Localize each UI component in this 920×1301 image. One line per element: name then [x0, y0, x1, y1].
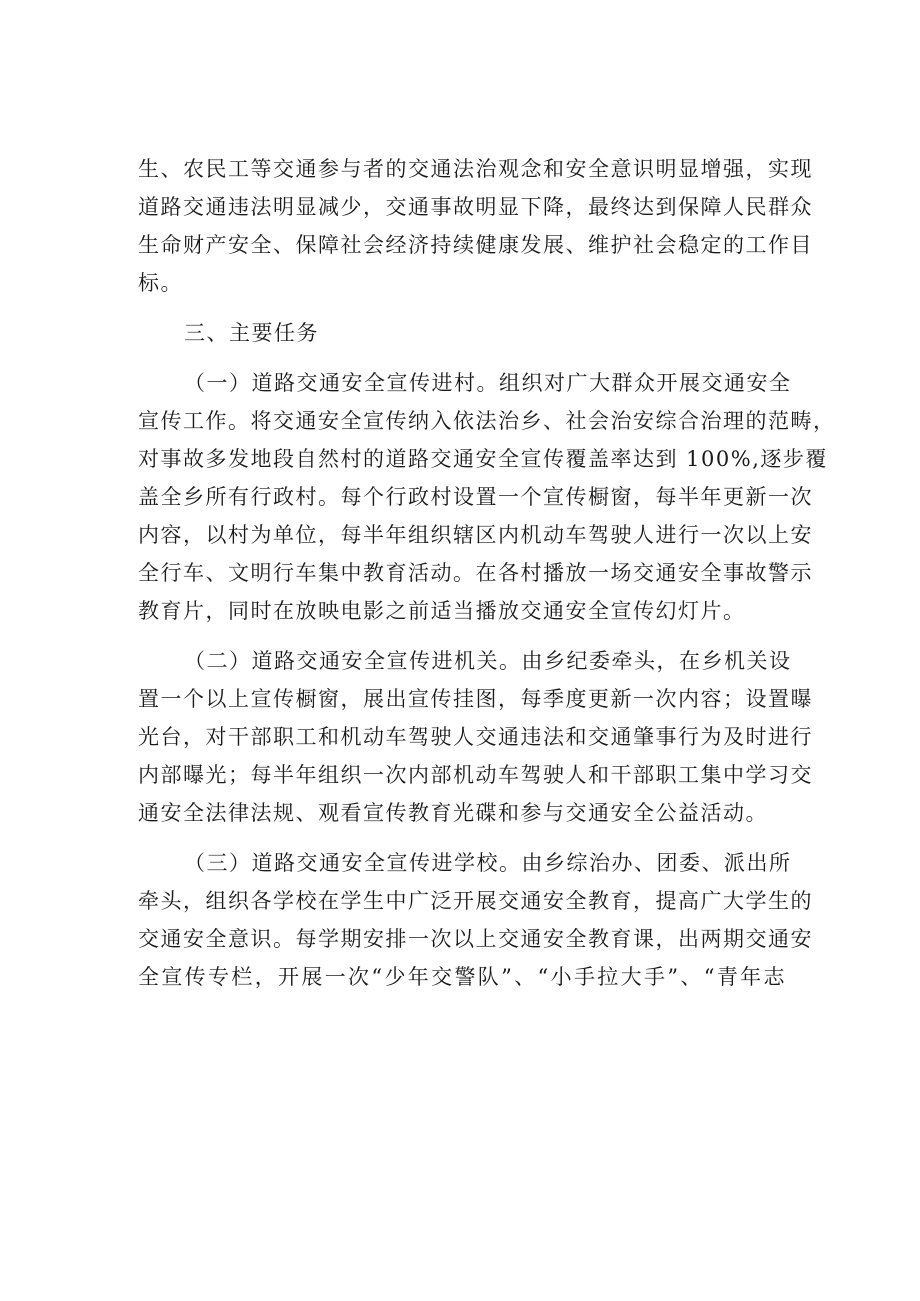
- text-line: 内容，以村为单位，每半年组织辖区内机动车驾驶人进行一次以上安: [138, 523, 813, 547]
- text-line: 对事故多发地段自然村的道路交通安全宣传覆盖率达到 100%,逐步覆: [138, 447, 828, 471]
- text-line: 置一个以上宣传橱窗，展出宣传挂图，每季度更新一次内容；设置曝: [138, 687, 813, 711]
- paragraph-task-schools: [138, 844, 813, 996]
- text-line: 宣传工作。将交通安全宣传纳入依法治乡、社会治安综合治理的范畴，: [138, 409, 836, 433]
- text-line: 教育片，同时在放映电影之前适当播放交通安全宣传幻灯片。: [138, 599, 746, 623]
- section-heading: 三、主要任务: [184, 321, 319, 345]
- text-line: 全宣传专栏，开展一次“少年交警队”、“小手拉大手”、“青年志: [138, 965, 786, 989]
- text-line: 生、农民工等交通参与者的交通法治观念和安全意识明显增强，实现: [138, 157, 813, 181]
- text-line: （一）道路交通安全宣传进村。组织对广大群众开展交通安全: [184, 371, 792, 395]
- text-line: 盖全乡所有行政村。每个行政村设置一个宣传橱窗，每半年更新一次: [138, 485, 813, 509]
- paragraph-goal-continuation: [138, 150, 813, 302]
- paragraph-task-agencies: [138, 642, 813, 832]
- paragraph-task-villages: [138, 364, 836, 630]
- text-line: （三）道路交通安全宣传进学校。由乡综治办、团委、派出所: [184, 851, 792, 875]
- text-line: 全行车、文明行车集中教育活动。在各村播放一场交通安全事故警示: [138, 561, 813, 585]
- text-line: （二）道路交通安全宣传进机关。由乡纪委牵头，在乡机关设: [184, 649, 792, 673]
- text-line: 交通安全意识。每学期安排一次以上交通安全教育课，出两期交通安: [138, 927, 813, 951]
- text-line: 牵头，组织各学校在学生中广泛开展交通安全教育，提高广大学生的: [138, 889, 813, 913]
- text-line: 内部曝光；每半年组织一次内部机动车驾驶人和干部职工集中学习交: [138, 763, 813, 787]
- text-line: 道路交通违法明显减少，交通事故明显下降，最终达到保障人民群众: [138, 195, 813, 219]
- text-line: 标。: [138, 271, 183, 295]
- text-line: 光台，对干部职工和机动车驾驶人交通违法和交通肇事行为及时进行: [138, 725, 813, 749]
- document-body: [138, 150, 836, 996]
- text-line: 通安全法律法规、观看宣传教育光碟和参与交通安全公益活动。: [138, 801, 768, 825]
- text-line: 生命财产安全、保障社会经济持续健康发展、维护社会稳定的工作目: [138, 233, 813, 257]
